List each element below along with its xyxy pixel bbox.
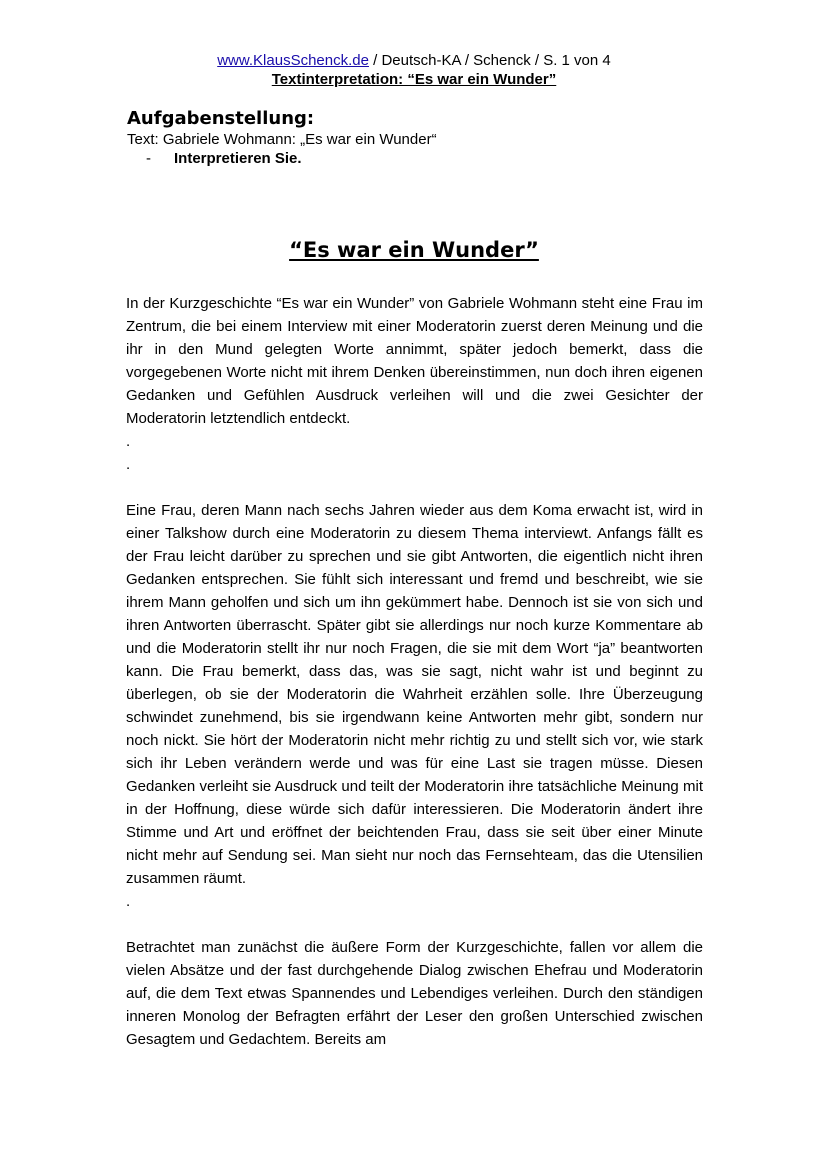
site-link[interactable]: www.KlausSchenck.de <box>217 52 369 69</box>
task-text: Text: Gabriele Wohmann: „Es war ein Wunder“ <box>127 131 437 148</box>
document-title: “Es war ein Wunder” <box>289 238 539 262</box>
paragraph-intro: In der Kurzgeschichte “Es war ein Wunder” von Gabriele Wohmann steht eine Frau im Zentrum, die bei einem Interview mit einer Moderatorin zuerst deren Meinung und die ihr in den Mund gelegten Worte annimmt, später jedoch bemerkt, dass die vorgegebenen Worte nicht mit ihrem Denken übereinstimmen, nun doch ihren eigenen Gedanken und Gefühlen Ausdruck verleihen will und die zwei Gesichter der Moderatorin letztendlich entdeckt. <box>126 295 703 427</box>
separator-dot: . <box>126 456 131 473</box>
paragraph-summary: Eine Frau, deren Mann nach sechs Jahren wieder aus dem Koma erwacht ist, wird in einer Talkshow durch eine Moderatorin zu diesem Thema interviewt. Anfangs fällt es der Frau leicht darüber zu sprechen und sie gibt Antworten, die eigentlich nicht ihren Gedanken entsprechen. Sie fühlt sich interessant und fremd und beschreibt, wie sie ihrem Mann geholfen und sich um ihn gekümmert habe. Dennoch ist sie von sich und ihren Antworten überrascht. Später gibt sie allerdings nur noch kurze Kommentare ab und die Moderatorin stellt ihr nur noch Fragen, die sie mit dem Wort “ja” beantworten kann. Die Frau bemerkt, dass das, was sie sagt, nicht wahr ist und beginnt zu überlegen, ob sie der Moderatorin die Wahrheit erzählen solle. Ihre Überzeugung schwindet zunehmend, bis sie irgendwann keine Antworten mehr gibt, sondern nur noch nickt. Sie hört der Moderatorin nicht mehr richtig zu und stellt sich vor, wie stark sich ihr Leben verändern werde und was für eine Last sie tragen müsse. Diesen Gedanken verleiht sie Ausdruck und teilt der Moderatorin ihre tatsächliche Meinung mit in der Hoffnung, diese würde sich dafür interessieren. Die Moderatorin ändert ihre Stimme und Art und eröffnet der beichtenden Frau, dass sie seit über einer Minute nicht mehr auf Sendung sei. Man sieht nur noch das Fernsehteam, das die Utensilien zusammen räumt. <box>126 502 703 887</box>
task-heading: Aufgabenstellung: <box>127 108 315 129</box>
page-header <box>0 51 828 89</box>
paragraph-form: Betrachtet man zunächst die äußere Form der Kurzgeschichte, fallen vor allem die vielen Absätze und der fast durchgehende Dialog zwischen Ehefrau und Moderatorin auf, die dem Text etwas Spannendes und Lebendiges verleihen. Durch den ständigen inneren Monolog der Befragten erfährt der Leser den großen Unterschied zwischen Gesagtem und Gedachtem. Bereits am <box>126 939 703 1048</box>
task-item-text: Interpretieren Sie. <box>174 150 302 167</box>
paragraph-gap <box>126 913 703 936</box>
header-title: Textinterpretation: “Es war ein Wunder” <box>271 71 557 88</box>
task-item-dash: - <box>146 150 151 167</box>
paragraph-gap <box>126 476 703 499</box>
separator-dot: . <box>126 893 131 910</box>
document-body <box>126 292 703 1051</box>
header-meta-line <box>0 51 828 70</box>
header-meta: / Deutsch-KA / Schenck / S. 1 von 4 <box>368 52 611 69</box>
separator-dot: . <box>126 433 131 450</box>
task-section <box>127 108 727 168</box>
task-item <box>127 149 727 168</box>
